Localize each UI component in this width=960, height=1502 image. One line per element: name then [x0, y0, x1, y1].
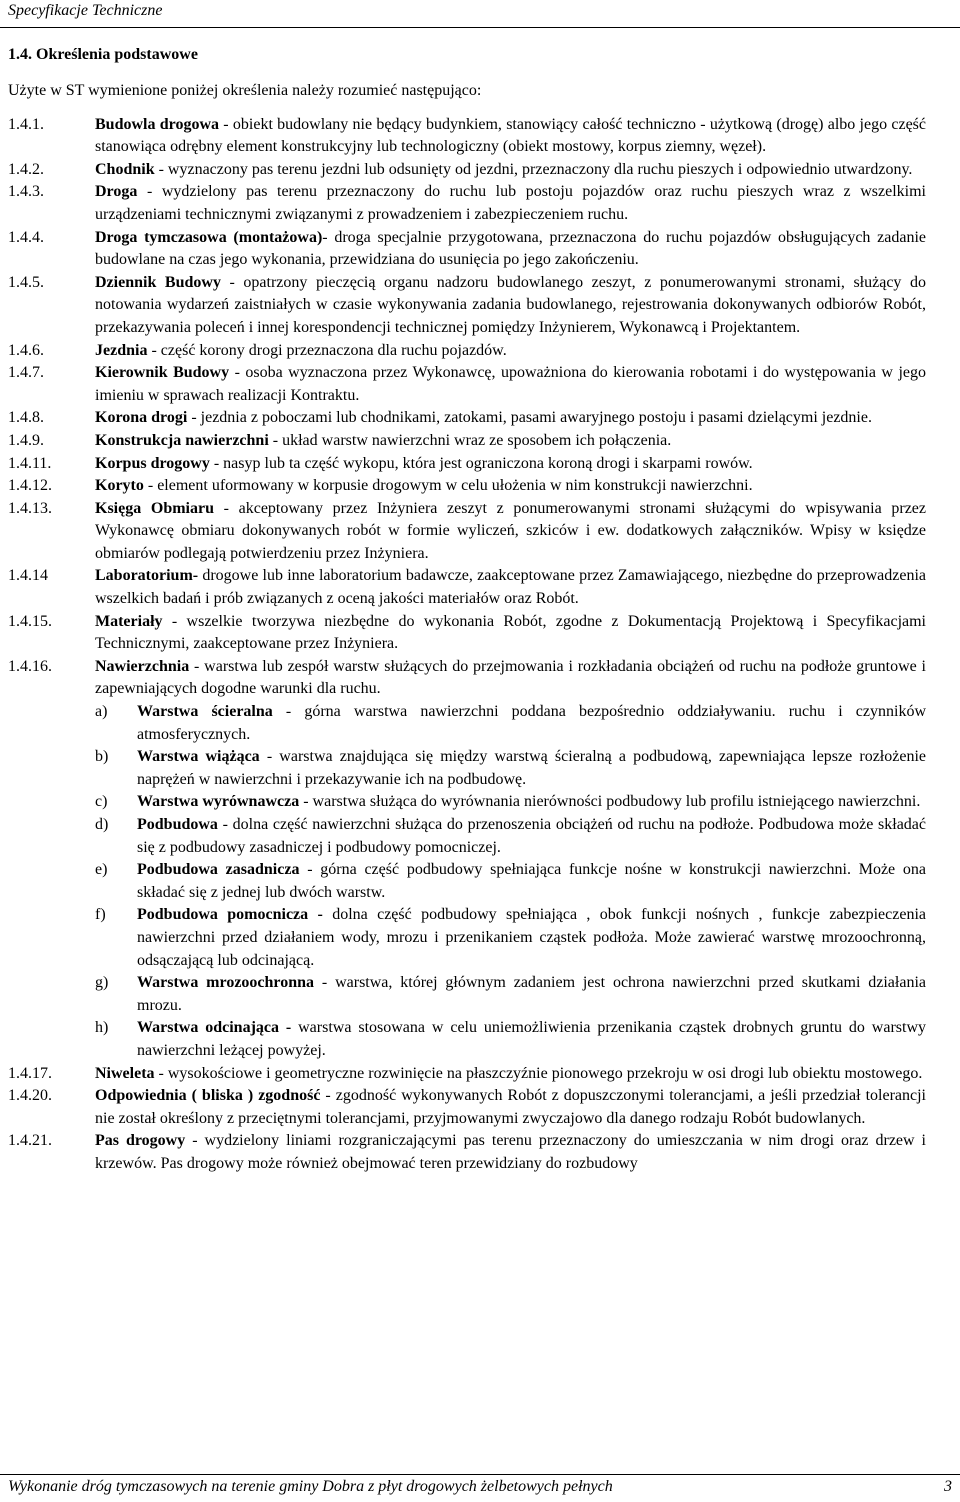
- definition-item: [8, 475, 926, 498]
- item-body: [95, 114, 926, 159]
- item-number: 1.4.4.: [8, 228, 44, 246]
- page-header: Specyfikacje Techniczne: [8, 2, 163, 19]
- definition-item: [8, 227, 926, 272]
- sub-term: Warstwa wiążąca: [137, 748, 260, 766]
- definitions-list: [8, 114, 926, 1176]
- definition-item: [8, 1085, 926, 1130]
- sub-term: Warstwa odcinająca -: [137, 1019, 292, 1037]
- definition-item: [8, 114, 926, 159]
- item-term: Księga Obmiaru: [95, 499, 214, 517]
- item-number: 1.4.7.: [8, 364, 44, 382]
- sub-body: [137, 701, 926, 746]
- item-text: - droga specjalnie przygotowana, przeznaczona do ruchu pojazdów obsługujących zadanie budowlane na czas jego wykonania, przewidziana do usunięcia po jego zakończeniu.: [95, 228, 926, 269]
- sub-term: Podbudowa zasadnicza: [137, 861, 300, 879]
- item-body: [95, 498, 926, 566]
- item-text: - warstwa lub zespół warstw służących do przejmowania i rozkładania obciążeń od ruchu na podłoże gruntowe i zapewniających dogodne warunki dla ruchu.: [95, 657, 926, 698]
- item-text: - nasyp lub ta część wykopu, która jest ograniczona koroną drogi i skarpami rowów.: [209, 454, 753, 472]
- sub-text: - warstwa służąca do wyrównania nierówności podbudowy lub profilu istniejącego nawierzchni.: [299, 793, 921, 811]
- item-number: 1.4.13.: [8, 499, 52, 517]
- definition-item: [8, 340, 926, 363]
- sub-body: [137, 972, 926, 1017]
- section-title: 1.4. Określenia podstawowe: [8, 46, 198, 63]
- sub-letter: d): [95, 816, 109, 833]
- item-number: 1.4.21.: [8, 1132, 52, 1150]
- item-body: [95, 430, 926, 453]
- item-number: 1.4.5.: [8, 273, 44, 291]
- page-number: 3: [944, 1478, 952, 1495]
- item-term: Chodnik: [95, 160, 155, 178]
- sub-letter: h): [95, 1019, 109, 1037]
- definition-item: [8, 181, 926, 226]
- item-text: - opatrzony pieczęcią organu nadzoru budowlanego zeszyt, z ponumerowanymi stronami, służący do notowania wydarzeń zaistniałych w czasie wykonywania zadania budowlanego, rejestrowania dokonywanych odbiorów Robót, przekazywania poleceń i innej korespondencji technicznej pomiędzy Inżynierem, Wykonawcą i Projektantem.: [95, 273, 926, 336]
- item-body: [95, 656, 926, 1063]
- definition-item: [8, 362, 926, 407]
- item-text: - wyznaczony pas terenu jezdni lub odsunięty od jezdni, przeznaczony dla ruchu pieszych i odpowiednio utwardzony.: [154, 160, 913, 178]
- item-body: [95, 159, 926, 182]
- sub-letter: g): [95, 974, 109, 992]
- sub-letter: c): [95, 793, 108, 811]
- sub-item: [95, 701, 926, 746]
- definition-item: [8, 1063, 926, 1086]
- item-text: - wysokościowe i geometryczne rozwinięcie na płaszczyźnie pionowego przekroju w osi drogi lub obiektu mostowego.: [154, 1064, 923, 1082]
- item-term: Jezdnia: [95, 341, 148, 359]
- item-body: [95, 565, 926, 610]
- item-body: [95, 407, 926, 430]
- item-body: [95, 272, 926, 340]
- item-number: 1.4.12.: [8, 477, 52, 495]
- item-text: - osoba wyznaczona przez Wykonawcę, upoważniona do kierowania robotami i do występowania w jego imieniu w sprawach realizacji Kontraktu.: [95, 364, 927, 404]
- item-term: Koryto: [95, 477, 144, 495]
- definition-item: [8, 498, 926, 566]
- item-number: 1.4.20.: [8, 1087, 52, 1105]
- item-body: [95, 340, 926, 363]
- definition-item: [8, 565, 926, 610]
- sub-item: [95, 791, 926, 814]
- item-term: Korpus drogowy: [95, 454, 210, 472]
- item-term: Droga tymczasowa (montażowa): [95, 228, 323, 246]
- item-term: Kierownik Budowy: [95, 364, 230, 382]
- footer-rule: [0, 1474, 960, 1475]
- item-number: 1.4.15.: [8, 612, 52, 630]
- item-text: - zgodność wykonywanych Robót z dopuszczonymi tolerancjami, a jeśli przedział tolerancji nie został określony z przeciętnymi tolerancjami, przyjmowanymi zwyczajowo dla danego rodzaju Robót budowlanych.: [95, 1087, 926, 1127]
- item-body: [95, 1063, 926, 1086]
- item-text: - obiekt budowlany nie będący budynkiem, stanowiący całość techniczno - użytkową (drogę) albo jego część stanowiąca odrębny element konstrukcyjny lub technologiczny (obiekt mostowy, korpus ziemny, węzeł).: [95, 115, 927, 156]
- footer-text: Wykonanie dróg tymczasowych na terenie gminy Dobra z płyt drogowych żelbetowych pełnych: [8, 1478, 613, 1495]
- sub-text: dolna część podbudowy spełniająca , obok funkcji nośnych , funkcje zabezpieczenia nawierzchni przed działaniem wody, mrozu i przenikaniem cząstek podłoża. Może zawierać warstwę mrozoochronną, odsączającą lub odcinającą.: [137, 906, 927, 969]
- sub-item: [95, 904, 926, 972]
- sub-body: [137, 814, 926, 859]
- item-term: Niweleta: [95, 1064, 155, 1082]
- item-term: Droga: [95, 183, 138, 201]
- item-text: - element uformowany w korpusie drogowym w celu ułożenia w nim konstrukcji nawierzchni.: [143, 477, 753, 495]
- item-text: drogowe lub inne laboratorium badawcze, zaakceptowane przez Zamawiającego, niezbędne do przeprowadzenia wszelkich badań i prób związanych z oceną jakości materiałów oraz Robót.: [95, 567, 926, 608]
- item-number: 1.4.17.: [8, 1064, 52, 1082]
- item-body: [95, 181, 926, 226]
- item-body: [95, 453, 926, 476]
- sub-text: - warstwa, której głównym zadaniem jest ochrona nawierzchni przed skutkami działania mrozu.: [137, 974, 926, 1014]
- item-text: - akceptowany przez Inżyniera zeszyt z ponumerowanymi stronami służącymi do wpisywania przez Wykonawcę obmiaru dokonywanych robót w formie wyliczeń, szkiców i ew. dodatkowych załączników. Wpisy w księdze obmiarów podlegają potwierdzeniu przez Inżyniera.: [95, 499, 926, 562]
- sub-item: [95, 814, 926, 859]
- sub-letter: e): [95, 861, 108, 879]
- item-term: Laboratorium-: [95, 567, 199, 585]
- sub-text: warstwa stosowana w celu uniemożliwienia przenikania cząstek drobnych gruntu do warstwy nawierzchni leżącej powyżej.: [137, 1019, 927, 1059]
- item-term: Pas drogowy: [95, 1132, 186, 1150]
- item-body: [95, 475, 926, 498]
- sub-letter: b): [95, 748, 109, 766]
- sub-text: - górna część podbudowy spełniająca funkcje nośne w konstrukcji nawierzchni. Może ona składać się z jednej lub dwóch warstw.: [137, 861, 927, 901]
- sub-body: [137, 904, 926, 972]
- item-number: 1.4.11.: [8, 454, 52, 472]
- item-term: Nawierzchnia: [95, 657, 190, 675]
- item-text: - układ warstw nawierzchni wraz ze sposobem ich połączenia.: [268, 431, 672, 449]
- definition-item: [8, 1130, 926, 1175]
- item-term: Korona drogi: [95, 409, 188, 427]
- item-number: 1.4.16.: [8, 657, 52, 675]
- sub-term: Warstwa ścieralna: [137, 703, 273, 721]
- definition-item: [8, 159, 926, 182]
- header-rule: [0, 27, 960, 28]
- definition-item: [8, 407, 926, 430]
- item-number: 1.4.6.: [8, 341, 44, 359]
- sub-body: [137, 791, 926, 814]
- item-number: 1.4.14: [8, 567, 48, 585]
- item-body: [95, 611, 926, 656]
- definition-item: [8, 656, 926, 1063]
- page-footer: [8, 1476, 952, 1498]
- sub-body: [137, 746, 926, 791]
- sub-item: [95, 859, 926, 904]
- item-term: Materiały: [95, 612, 163, 630]
- definition-item: [8, 272, 926, 340]
- sub-body: [137, 1017, 926, 1062]
- sub-text: - dolna część nawierzchni służąca do przenoszenia obciążeń od ruchu na podłoże. Podbudowa może składać się z podbudowy zasadniczej i podbudowy pomocniczej.: [137, 816, 926, 856]
- item-text: - jezdnia z poboczami lub chodnikami, zatokami, pasami awaryjnego postoju i pasami dzielącymi jezdnie.: [187, 409, 872, 427]
- item-body: [95, 1130, 926, 1175]
- document-body: [8, 40, 926, 1176]
- item-term: Odpowiednia ( bliska ) zgodność: [95, 1087, 321, 1105]
- item-number: 1.4.3.: [8, 183, 44, 201]
- item-body: [95, 362, 926, 407]
- item-number: 1.4.9.: [8, 431, 44, 449]
- sub-letter: f): [95, 906, 106, 924]
- item-term: Dziennik Budowy: [95, 273, 221, 291]
- item-number: 1.4.8.: [8, 409, 44, 427]
- item-text: - wszelkie tworzywa niezbędne do wykonania Robót, zgodne z Dokumentacją Projektową i Specyfikacjami Technicznymi, zaakceptowane przez Inżyniera.: [95, 612, 926, 653]
- item-body: [95, 1085, 926, 1130]
- item-text: - wydzielony pas terenu przeznaczony do ruchu lub postoju pojazdów oraz ruchu pieszych wraz z wszelkimi urządzeniami technicznymi związanymi z prowadzeniem i zabezpieczeniem ruchu.: [95, 183, 926, 223]
- definition-item: [8, 430, 926, 453]
- sub-text: - warstwa znajdująca się między warstwą ścieralną a podbudową, zapewniająca lepsze rozłożenie naprężeń w nawierzchni i przekazywanie ich na podbudowę.: [137, 748, 927, 788]
- item-number: 1.4.2.: [8, 160, 44, 178]
- sub-term: Podbudowa pomocnicza -: [137, 906, 323, 924]
- item-number: 1.4.1.: [8, 115, 44, 133]
- item-text: - wydzielony liniami rozgraniczającymi pas terenu przeznaczony do umieszczania w nim drogi oraz drzew i krzewów. Pas drogowy może również obejmować teren przewidziany do rozbudowy: [95, 1132, 927, 1172]
- sub-text: - górna warstwa nawierzchni poddana bezpośrednio oddziaływaniu. ruchu i czynników atmosferycznych.: [137, 703, 927, 743]
- item-text: - część korony drogi przeznaczona dla ruchu pojazdów.: [147, 341, 507, 359]
- item-body: [95, 227, 926, 272]
- sub-item: [95, 972, 926, 1017]
- item-term: Konstrukcja nawierzchni: [95, 431, 269, 449]
- sub-term: Warstwa mrozoochronna: [137, 974, 315, 992]
- definition-item: [8, 453, 926, 476]
- sub-letter: a): [95, 703, 108, 721]
- sublist: [95, 701, 926, 1063]
- sub-term: Podbudowa: [137, 816, 218, 833]
- section-intro: Użyte w ST wymienione poniżej określenia należy rozumieć następująco:: [8, 82, 482, 99]
- definition-item: [8, 611, 926, 656]
- sub-term: Warstwa wyrównawcza: [137, 793, 300, 811]
- sub-body: [137, 859, 926, 904]
- sub-item: [95, 746, 926, 791]
- sub-item: [95, 1017, 926, 1062]
- item-term: Budowla drogowa: [95, 115, 220, 133]
